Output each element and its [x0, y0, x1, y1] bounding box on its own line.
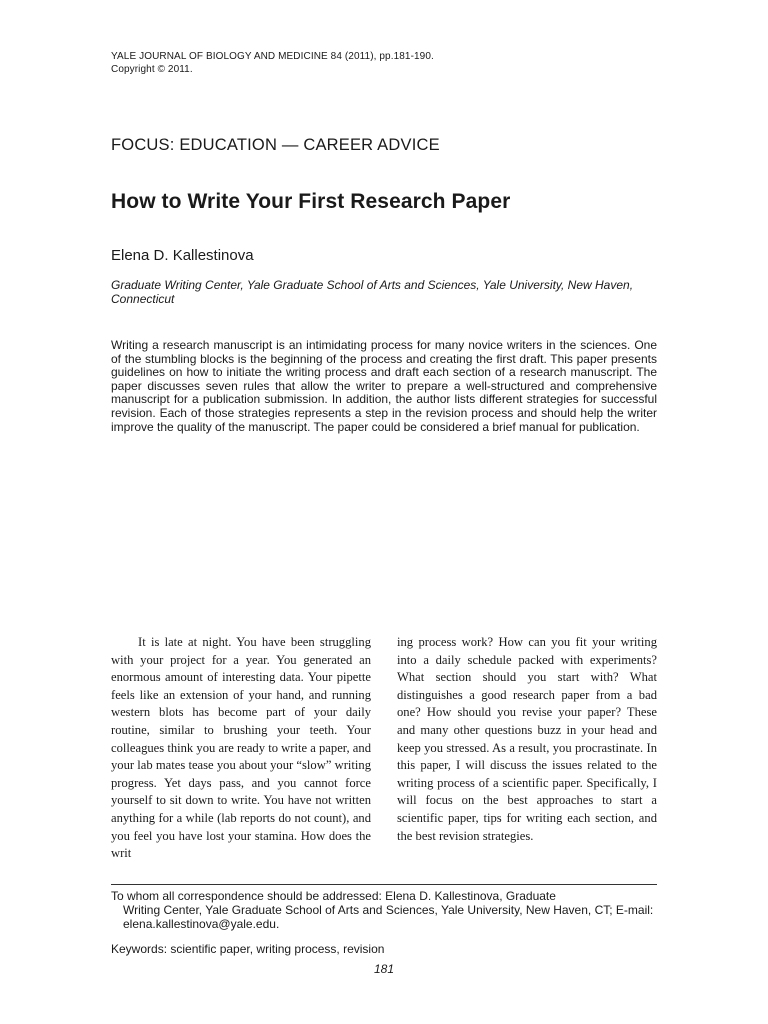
- body-column-right: ing process work? How can you fit your writing into a daily schedule packed with experiments? What section should you start with? What distinguishes a good research paper from a bad one? How should you revise your paper? These and many other questions buzz in your head and keep you stressed. As a result, you procrastinate. In this paper, I will discuss the issues related to the writing process of a scientific paper. Specifically, I will focus on the best approaches to start a scientific paper, tips for writing each section, and the best revision strategies.: [397, 635, 657, 843]
- author-affiliation: Graduate Writing Center, Yale Graduate School of Arts and Sciences, Yale University, New Haven, Connecticut: [111, 278, 634, 306]
- body-column-left: It is late at night. You have been struggling with your project for a year. You generated an enormous amount of interesting data. Your pipette feels like an extension of your hand, and running western blots has become part of your daily routine, similar to brushing your teeth. Your colleagues think you are ready to write a paper, and your lab mates tease you about your “slow” writing progress. Yet days pass, and you cannot force yourself to sit down to write. You have not written anything for a while (lab reports do not count), and you feel you have lost your stamina. How does the writ: [111, 635, 371, 861]
- correspondence-line-first: To whom all correspondence should be addressed: Elena D. Kallestinova, Graduate: [111, 889, 556, 903]
- paper-title: How to Write Your First Research Paper: [111, 190, 511, 213]
- copyright-notice: Copyright © 2011.: [111, 64, 193, 75]
- author-name: Elena D. Kallestinova: [111, 247, 254, 264]
- section-label: FOCUS: EDUCATION — CAREER ADVICE: [111, 136, 440, 154]
- correspondence-footnote: [111, 889, 657, 931]
- footnote-divider: [111, 884, 657, 885]
- correspondence-line-rest: Writing Center, Yale Graduate School of Arts and Sciences, Yale University, New Haven, CT; E-mail: elena.kallestinova@yale.edu.: [123, 903, 654, 931]
- keywords: Keywords: scientific paper, writing process, revision: [111, 942, 385, 956]
- journal-citation: YALE JOURNAL OF BIOLOGY AND MEDICINE 84 (2011), pp.181-190.: [111, 51, 434, 62]
- journal-header: [111, 50, 434, 76]
- page-number: 181: [373, 962, 395, 976]
- abstract: Writing a research manuscript is an intimidating process for many novice writers in the sciences. One of the stumbling blocks is the beginning of the process and creating the first draft. This paper presents guidelines on how to initiate the writing process and draft each section of a research manuscript. The paper discusses seven rules that allow the writer to prepare a well-structured and comprehensive manuscript for a publication submission. In addition, the author lists different strategies for successful revision. Each of those strategies represents a step in the revision process and should help the writer improve the quality of the manuscript. The paper could be considered a brief manual for publication.: [111, 338, 657, 434]
